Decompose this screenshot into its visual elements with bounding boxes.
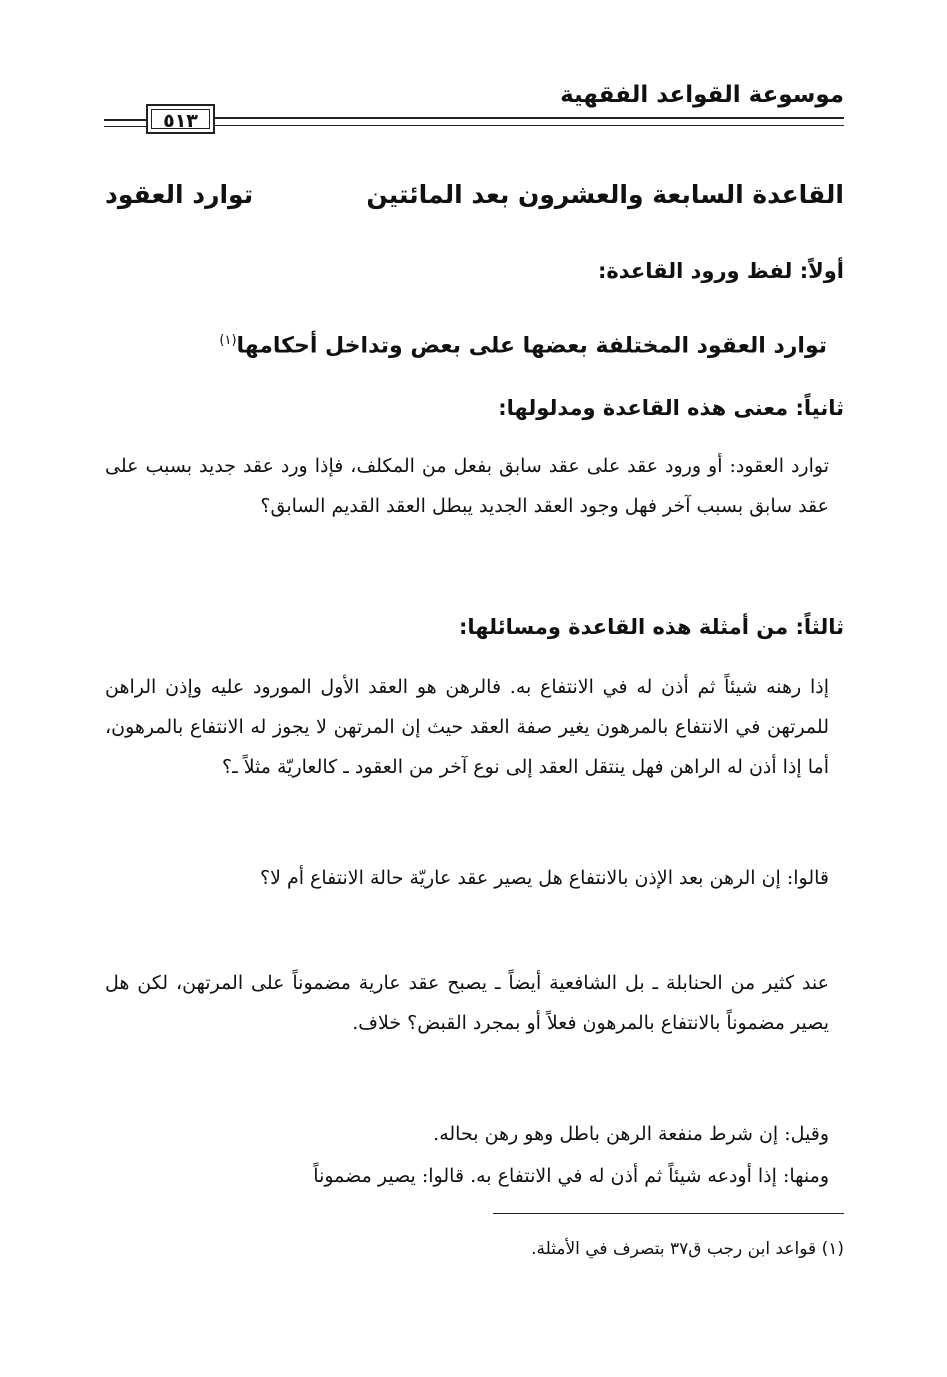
example-paragraph-4: وقيل: إن شرط منفعة الرهن باطل وهو رهن بحاله. <box>433 1123 829 1145</box>
third-heading: ثالثاً: من أمثلة هذه القاعدة ومسائلها: <box>458 615 844 639</box>
footnote <box>531 1235 844 1263</box>
second-heading: ثانياً: معنى هذه القاعدة ومدلولها: <box>498 396 844 420</box>
example-paragraph-5: ومنها: إذا أودعه شيئاً ثم أذن له في الانتفاع به. قالوا: يصير مضموناً <box>313 1165 829 1187</box>
rule-topic: توارد العقود <box>105 180 254 209</box>
footnote-rule <box>493 1213 844 1214</box>
example-paragraph-2: قالوا: إن الرهن بعد الإذن بالانتفاع هل يصير عقد عاريّة حالة الانتفاع أم لا؟ <box>260 867 829 889</box>
first-heading: أولاً: لفظ ورود القاعدة: <box>597 259 844 283</box>
footnote-text: قواعد ابن رجب ق٣٧ بتصرف في الأمثلة. <box>531 1239 817 1259</box>
header-rule <box>215 117 844 126</box>
page-number-box <box>146 104 215 134</box>
footnote-marker: (١) <box>821 1239 844 1259</box>
rule-title: القاعدة السابعة والعشرون بعد المائتين <box>366 180 844 209</box>
second-paragraph: توارد العقود: أو ورود عقد على عقد سابق بفعل من المكلف، فإذا ورد عقد جديد بسبب على عقد سابق بسبب آخر فهل وجود العقد الجديد يبطل العقد القديم السابق؟ <box>105 455 829 517</box>
page-number: ٥١٣ <box>151 109 210 129</box>
example-paragraph-1: إذا رهنه شيئاً ثم أذن له في الانتفاع به. فالرهن هو العقد الأول المورود عليه وإذن الراهن للمرتهن في الانتفاع بالمرهون يغير صفة العقد حيث إن المرتهن لا يجوز له الانتفاع بالمرهون، أما إذا أذن له الراهن فهل ينتقل العقد إلى نوع آخر من العقود ـ كالعاريّة مثلاً ـ؟ <box>105 676 829 778</box>
rule-text: توارد العقود المختلفة بعضها على بعض وتداخل أحكامها <box>236 333 827 359</box>
footnote-ref: (١) <box>219 333 237 348</box>
running-title: موسوعة القواعد الفقهية <box>560 82 844 108</box>
example-paragraph-3: عند كثير من الحنابلة ـ بل الشافعية أيضاً ـ يصبح عقد عارية مضموناً على المرتهن، لكن هل يصير مضموناً بالانتفاع بالمرهون فعلاً أو بمجرد القبض؟ خلاف. <box>105 972 829 1034</box>
rule-text-line <box>219 321 827 366</box>
header-rule-left <box>104 119 146 127</box>
